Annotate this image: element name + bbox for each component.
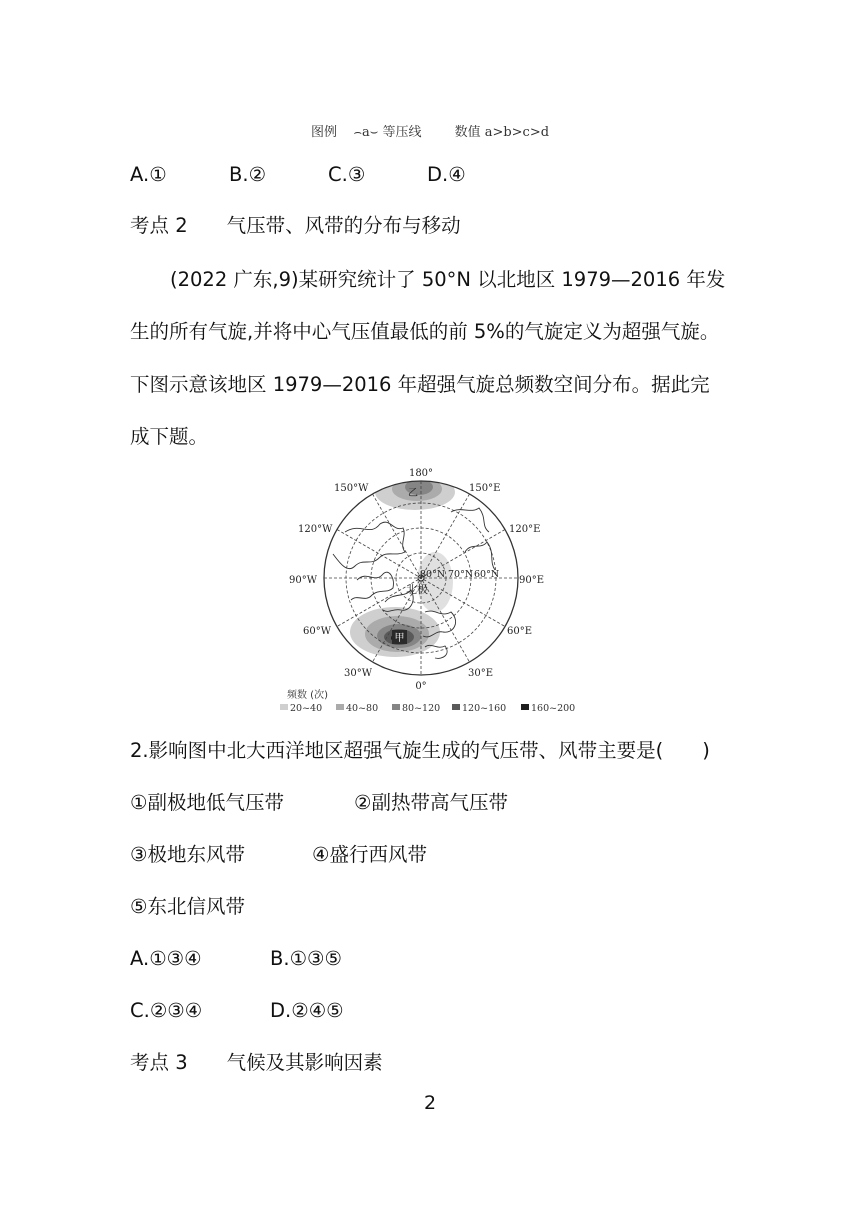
q2-option-c[interactable]: C.②③④ bbox=[130, 999, 203, 1022]
isobar-symbol: ⌢a⌣ bbox=[353, 125, 379, 140]
freq-swatch-3 bbox=[392, 704, 400, 710]
q2-choice-4: ④盛行西风带 bbox=[312, 843, 427, 866]
q1-option-d[interactable]: D.④ bbox=[427, 163, 466, 186]
intro-line-3: 下图示意该地区 1979—2016 年超强气旋总频数空间分布。据此完 bbox=[130, 373, 710, 396]
cyclone-frequency-map bbox=[275, 462, 585, 717]
lon-120e: 120°E bbox=[509, 524, 541, 535]
q1-option-b[interactable]: B.② bbox=[229, 163, 267, 186]
lon-90w: 90°W bbox=[289, 575, 318, 586]
intro-line-4: 成下题。 bbox=[130, 425, 209, 448]
lon-90e: 90°E bbox=[519, 575, 545, 586]
isobar-label: 等压线 bbox=[382, 125, 422, 140]
section2-heading: 考点 2 气压带、风带的分布与移动 bbox=[130, 214, 461, 237]
pole-label: 北极 bbox=[406, 583, 428, 596]
legend-prefix: 图例 bbox=[310, 125, 337, 140]
q2-option-a[interactable]: A.①③④ bbox=[130, 947, 202, 970]
values-label: 数值 a>b>c>d bbox=[454, 125, 550, 140]
freq-legend-title: 频数 (次) bbox=[287, 690, 328, 701]
q2-choice-2: ②副热带高气压带 bbox=[354, 791, 508, 814]
q1-option-a[interactable]: A.① bbox=[130, 163, 167, 186]
freq-swatch-1 bbox=[280, 704, 288, 710]
intro-line-2: 生的所有气旋,并将中心气压值最低的前 5%的气旋定义为超强气旋。 bbox=[130, 320, 720, 343]
freq-label-3: 80~120 bbox=[402, 703, 441, 714]
lon-150e: 150°E bbox=[469, 483, 501, 494]
region-a-label: 甲 bbox=[394, 633, 405, 644]
lat-60-label: 60°N bbox=[474, 569, 500, 580]
lon-60w: 60°W bbox=[303, 626, 332, 637]
intro-line-1: (2022 广东,9)某研究统计了 50°N 以北地区 1979—2016 年发 bbox=[170, 268, 726, 291]
freq-label-4: 120~160 bbox=[462, 703, 507, 714]
q2-choices-row2 bbox=[130, 841, 427, 869]
freq-label-2: 40~80 bbox=[346, 703, 379, 714]
page-number: 2 bbox=[423, 1092, 437, 1114]
freq-swatch-4 bbox=[452, 704, 460, 710]
lon-180: 180° bbox=[408, 468, 434, 479]
region-b-label: 乙 bbox=[408, 488, 418, 499]
q2-choice-3: ③极地东风带 bbox=[130, 843, 245, 866]
frequency-shading bbox=[350, 474, 455, 657]
freq-label-1: 20~40 bbox=[290, 703, 323, 714]
q2-options-row1 bbox=[130, 945, 342, 973]
q2-option-d[interactable]: D.②④⑤ bbox=[270, 999, 344, 1022]
q2-options-row2 bbox=[130, 997, 344, 1025]
freq-swatch-2 bbox=[336, 704, 344, 710]
lon-0: 0° bbox=[415, 681, 427, 692]
section3-heading: 考点 3 气候及其影响因素 bbox=[130, 1051, 383, 1074]
question-2: 2.影响图中北大西洋地区超强气旋生成的气压带、风带主要是( ) bbox=[130, 739, 710, 762]
lon-60e: 60°E bbox=[507, 626, 533, 637]
lon-150w: 150°W bbox=[334, 483, 369, 494]
q1-option-c[interactable]: C.③ bbox=[328, 163, 366, 186]
q1-options bbox=[130, 161, 466, 189]
lon-30e: 30°E bbox=[468, 668, 494, 679]
lon-30w: 30°W bbox=[344, 668, 373, 679]
q2-choice-5: ⑤东北信风带 bbox=[130, 895, 245, 918]
pressure-legend bbox=[0, 121, 860, 140]
q2-choice-1: ①副极地低气压带 bbox=[130, 791, 284, 814]
freq-swatch-5 bbox=[521, 704, 529, 710]
lon-120w: 120°W bbox=[298, 524, 333, 535]
lat-80-label: 80°N bbox=[420, 569, 446, 580]
q2-option-b[interactable]: B.①③⑤ bbox=[270, 947, 343, 970]
lat-70-label: 70°N bbox=[448, 569, 474, 580]
freq-label-5: 160~200 bbox=[531, 703, 576, 714]
q2-choices-row1 bbox=[130, 789, 508, 817]
